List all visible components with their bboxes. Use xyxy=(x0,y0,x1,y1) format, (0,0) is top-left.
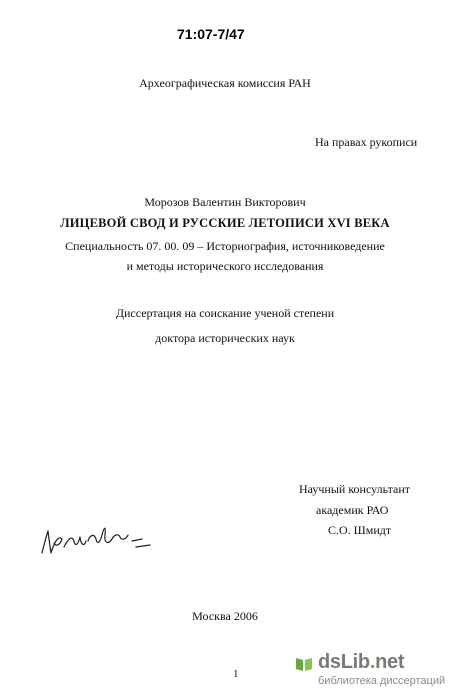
signature-icon xyxy=(38,517,158,559)
page-number: 1 xyxy=(233,668,239,680)
catalog-code: 71:07-7/47 xyxy=(177,26,245,42)
consultant-label: Научный консультант xyxy=(299,482,410,496)
specialty-line-2: и методы исторического исследования xyxy=(126,259,324,273)
author-name: Морозов Валентин Викторович xyxy=(144,195,306,209)
book-icon xyxy=(294,655,314,673)
watermark-tagline: библиотека диссертаций xyxy=(318,675,446,687)
dissertation-title: ЛИЦЕВОЙ СВОД И РУССКИЕ ЛЕТОПИСИ XVI ВЕКА xyxy=(60,216,390,230)
specialty-line-1: Специальность 07. 00. 09 – Историография, источниковедение xyxy=(65,239,385,253)
degree-line-2: доктора исторических наук xyxy=(155,331,295,345)
organization-name: Археографическая комиссия РАН xyxy=(139,76,311,90)
degree-line-1: Диссертация на соискание ученой степени xyxy=(115,306,335,320)
watermark-brand-dot: . xyxy=(369,651,376,673)
watermark-brand-suffix: net xyxy=(375,651,405,673)
watermark-brand-prefix: dsLib xyxy=(318,651,370,673)
consultant-title: академик РАО xyxy=(316,503,389,517)
watermark-logo xyxy=(318,651,404,674)
rights-note: На правах рукописи xyxy=(315,135,418,149)
city-year: Москва 2006 xyxy=(192,609,258,623)
consultant-name: С.О. Шмидт xyxy=(328,523,392,537)
watermark xyxy=(318,651,444,695)
